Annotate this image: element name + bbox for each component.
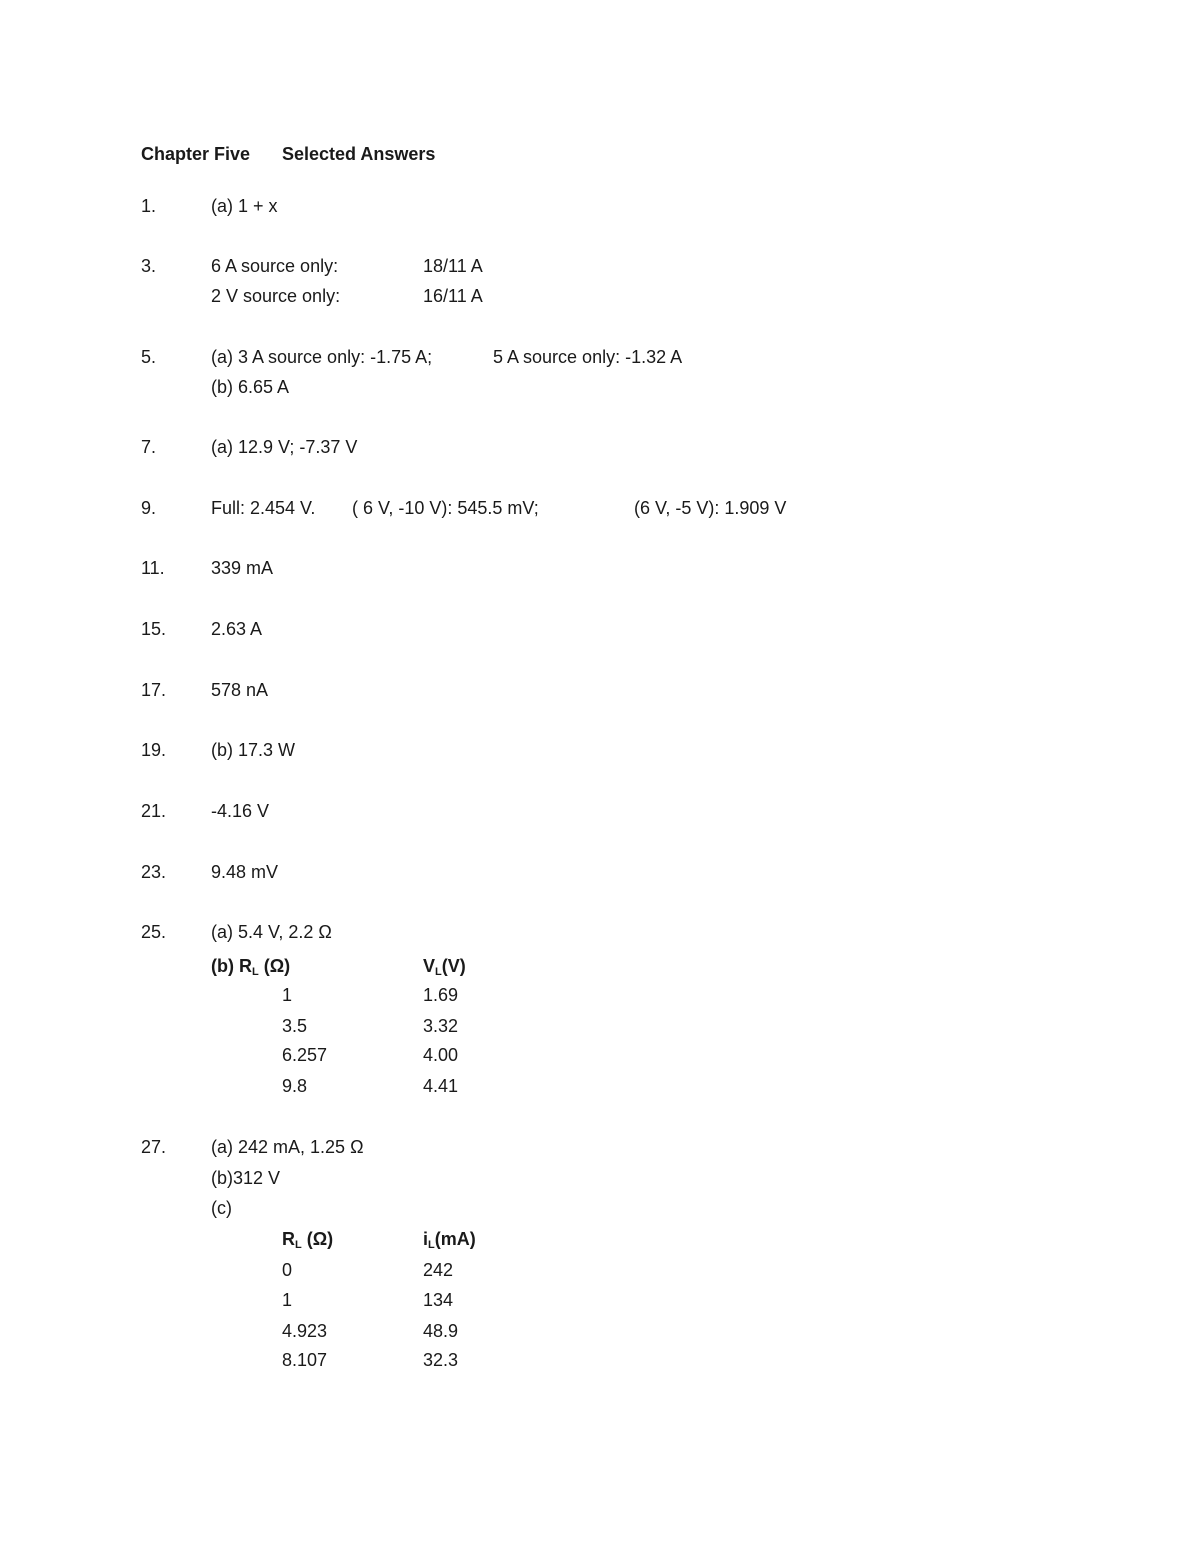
table-header-rl: (b) $R_L$ (Ω): [211, 956, 291, 978]
answer-text: Full: 2.454 V.: [211, 498, 316, 518]
answer-number: 25.: [141, 922, 167, 942]
table-cell: 0: [282, 1260, 293, 1280]
answer-label: 2 V source only:: [211, 286, 341, 306]
answer-text: (a) 242 mA, 1.25 Ω: [211, 1137, 364, 1157]
answer-text: (b)312 V: [211, 1168, 281, 1188]
table-cell: 4.00: [423, 1045, 459, 1065]
answer-text: (b) 6.65 A: [211, 377, 290, 397]
table-header-vl: $V_L(V)$: [423, 956, 466, 978]
answer-value: 18/11 A: [423, 256, 483, 276]
answer-number: 21.: [141, 801, 167, 821]
answer-text: ( 6 V, -10 V): 545.5 mV;: [352, 498, 539, 518]
answer-label: 6 A source only:: [211, 256, 339, 276]
answer-text: 578 nA: [211, 680, 269, 700]
table-cell: 1.69: [423, 985, 459, 1005]
table-cell: 6.257: [282, 1045, 328, 1065]
table-cell: 3.5: [282, 1016, 308, 1036]
table-cell: 48.9: [423, 1321, 459, 1341]
answer-text: (c): [211, 1198, 232, 1218]
answer-number: 15.: [141, 619, 167, 639]
table-cell: 4.41: [423, 1076, 459, 1096]
answer-number: 5.: [141, 347, 157, 367]
answer-number: 9.: [141, 498, 157, 518]
table-cell: 8.107: [282, 1350, 328, 1370]
answer-text: 5 A source only: -1.32 A: [493, 347, 683, 367]
answer-text: (a) 1 + x: [211, 196, 278, 216]
table-cell: 9.8: [282, 1076, 308, 1096]
table-cell: 1: [282, 1290, 293, 1310]
answer-text: (a) 3 A source only: -1.75 A;: [211, 347, 433, 367]
table-cell: 3.32: [423, 1016, 459, 1036]
table-cell: 242: [423, 1260, 454, 1280]
answer-number: 23.: [141, 862, 167, 882]
answer-value: 16/11 A: [423, 286, 483, 306]
page-subtitle: Selected Answers: [282, 144, 436, 164]
table-cell: 134: [423, 1290, 454, 1310]
answer-text: 339 mA: [211, 558, 274, 578]
answer-number: 1.: [141, 196, 157, 216]
answer-text: (b) 17.3 W: [211, 740, 296, 760]
answer-number: 17.: [141, 680, 167, 700]
answer-number: 7.: [141, 437, 157, 457]
answer-number: 19.: [141, 740, 167, 760]
answer-number: 11.: [141, 558, 165, 578]
answer-number: 3.: [141, 256, 157, 276]
table-cell: 32.3: [423, 1350, 459, 1370]
answer-text: 2.63 A: [211, 619, 263, 639]
table-cell: 1: [282, 985, 293, 1005]
answer-text: -4.16 V: [211, 801, 270, 821]
answer-text: 9.48 mV: [211, 862, 279, 882]
answer-text: (6 V, -5 V): 1.909 V: [634, 498, 787, 518]
answer-text: (a) 12.9 V; -7.37 V: [211, 437, 358, 457]
answer-number: 27.: [141, 1137, 167, 1157]
table-header-rl: $R_L$ (Ω): [282, 1229, 334, 1251]
chapter-title: Chapter Five: [141, 144, 251, 164]
table-cell: 4.923: [282, 1321, 328, 1341]
answer-text: (a) 5.4 V, 2.2 Ω: [211, 922, 332, 942]
table-header-il: $i_L(mA)$: [423, 1229, 476, 1251]
